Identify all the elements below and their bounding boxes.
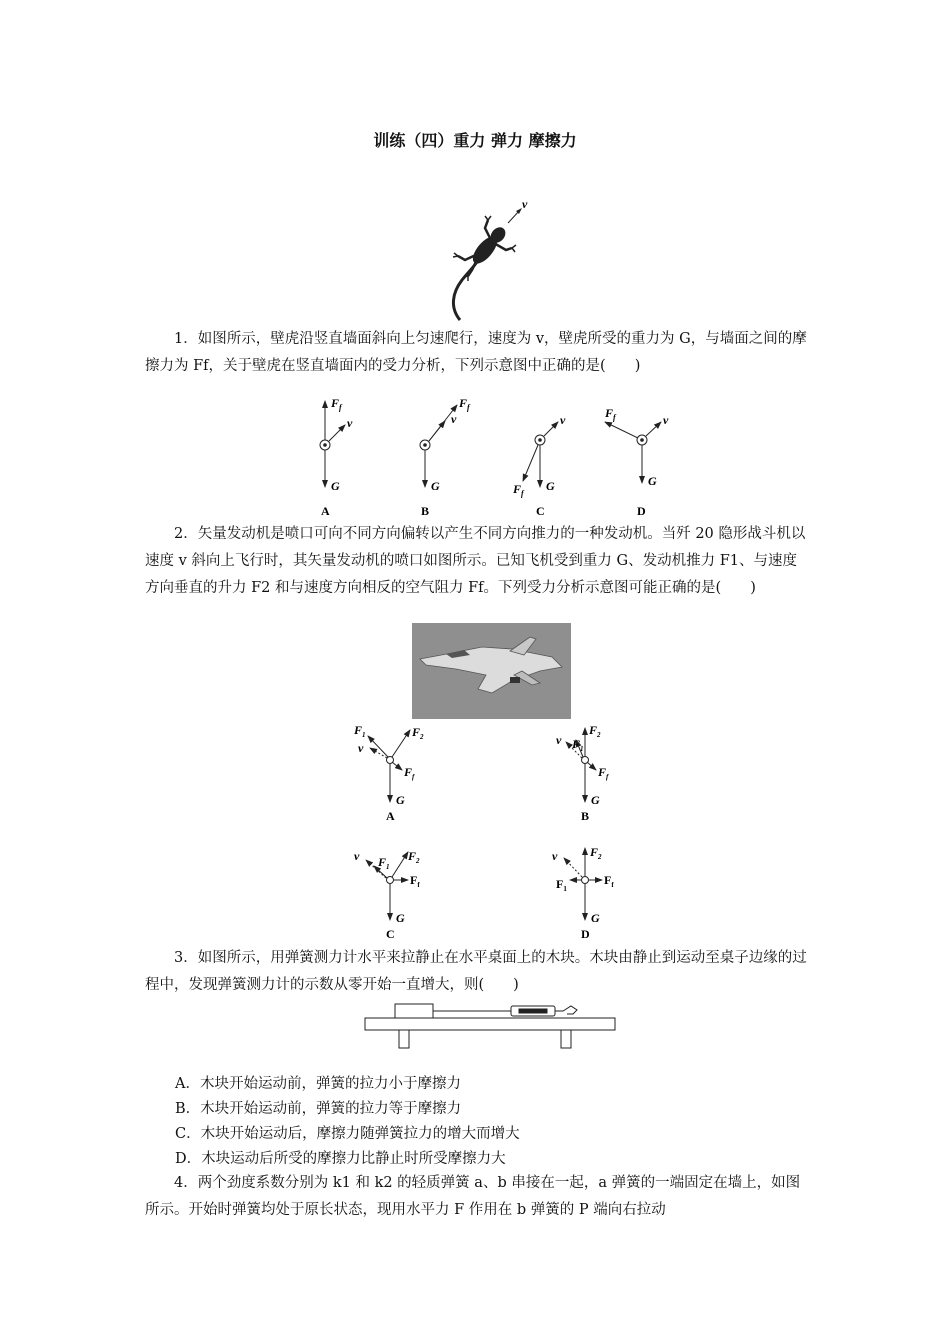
- q3-choice-a: A．木块开始运动前，弹簧的拉力小于摩擦力: [175, 1076, 461, 1092]
- q1a-g-label: G: [331, 479, 340, 493]
- question-4-text: 4．两个劲度系数分别为 k1 和 k2 的轻质弹簧 a、b 串接在一起，a 弹簧的一端固定在墙上，如图所示。开始时弹簧均处于原长状态，现用水平力 F 作用在 b 弹簧的 P 端向右拉动: [145, 1175, 801, 1218]
- svg-text:G: G: [591, 793, 600, 807]
- q1-force-diagrams: [295, 395, 685, 520]
- hand-icon: [555, 1006, 577, 1014]
- svg-text:F2: $F_2$: [412, 725, 424, 741]
- svg-text:Ff: $F_f$: [410, 873, 420, 889]
- wood-block: [395, 1004, 433, 1018]
- q1c-v-label: v: [560, 413, 566, 427]
- svg-text:Ff: $F_f$: [598, 765, 609, 781]
- q1d-v-label: v: [663, 413, 669, 427]
- svg-text:F2: $F_2$: [590, 845, 602, 861]
- q2-force-diagrams: [340, 720, 630, 945]
- q1d-ff-label: $F_f$: [605, 406, 616, 422]
- gecko-velocity-label: v: [522, 198, 528, 211]
- q1d-g-label: G: [648, 474, 657, 488]
- svg-text:Ff: $F_f$: [404, 765, 415, 781]
- q1a-v-label: v: [347, 416, 353, 430]
- q1c-ff-label: $F_f$: [513, 482, 524, 498]
- q3-choice-b: B．木块开始运动前，弹簧的拉力等于摩擦力: [175, 1101, 462, 1117]
- svg-text:F2: $F_2$: [589, 723, 601, 739]
- question-2-text: 2．矢量发动机是喷口可向不同方向偏转以产生不同方向推力的一种发动机。当歼 20 隐形战斗机以速度 v 斜向上飞行时，其矢量发动机的喷口如图所示。已知飞机受到重力 G、发动机推力 F1、与速度方向垂直的升力 F2 和与速度方向相反的空气阻力 Ff。下列受力分析示意图可能正确的是( ): [145, 526, 806, 596]
- svg-text:v: v: [358, 741, 364, 755]
- svg-text:v: v: [354, 849, 360, 863]
- q3-choice-c: C．木块开始运动后，摩擦力随弹簧拉力的增大而增大: [175, 1126, 520, 1142]
- q1-option-b-label: B: [421, 504, 430, 518]
- svg-text:G: G: [591, 911, 600, 925]
- svg-text:F1: $F_1$: [572, 737, 584, 753]
- svg-text:F1: $F_1$: [354, 723, 366, 739]
- q1b-v-label: v: [451, 412, 457, 426]
- q3-choice-d: D．木块运动后所受的摩擦力比静止时所受摩擦力大: [175, 1151, 506, 1167]
- question-3-text: 3．如图所示，用弹簧测力计水平来拉静止在水平桌面上的木块。木块由静止到运动至桌子边缘的过程中，发现弹簧测力计的示数从零开始一直增大，则( ): [145, 950, 807, 993]
- q1-option-a-label: A: [321, 504, 330, 518]
- q1c-g-label: G: [546, 479, 555, 493]
- q2-option-a-label: A: [386, 809, 395, 823]
- svg-text:F1: $F_1$: [556, 877, 567, 893]
- q1b-g-label: G: [431, 479, 440, 493]
- jet-photo: [412, 623, 571, 719]
- svg-text:G: G: [396, 793, 405, 807]
- svg-text:F1: $F_1$: [378, 855, 390, 871]
- svg-text:G: G: [396, 911, 405, 925]
- q2-option-b-label: B: [581, 809, 590, 823]
- question-1-text: 1．如图所示，壁虎沿竖直墙面斜向上匀速爬行，速度为 v，壁虎所受的重力为 G，与墙面之间的摩擦力为 Ff，关于壁虎在竖直墙面内的受力分析，下列示意图中正确的是( ): [145, 331, 807, 374]
- gecko-icon: [453, 216, 516, 320]
- svg-text:v: v: [552, 849, 558, 863]
- q1b-ff-label: $F_f$: [459, 396, 470, 412]
- q1-option-d-label: D: [637, 504, 646, 518]
- svg-text:Ff: $F_f$: [604, 873, 614, 889]
- q1a-ff-label: $F_f$: [331, 396, 342, 412]
- page-title: 训练（四）重力 弹力 摩擦力: [373, 131, 577, 150]
- spring-scale-table-figure: [363, 1000, 618, 1052]
- gecko-figure: [440, 198, 540, 323]
- q2-option-c-label: C: [386, 927, 395, 941]
- q2-option-d-label: D: [581, 927, 590, 941]
- svg-text:F2: $F_2$: [408, 849, 420, 865]
- q1-option-c-label: C: [536, 504, 545, 518]
- svg-text:v: v: [556, 733, 562, 747]
